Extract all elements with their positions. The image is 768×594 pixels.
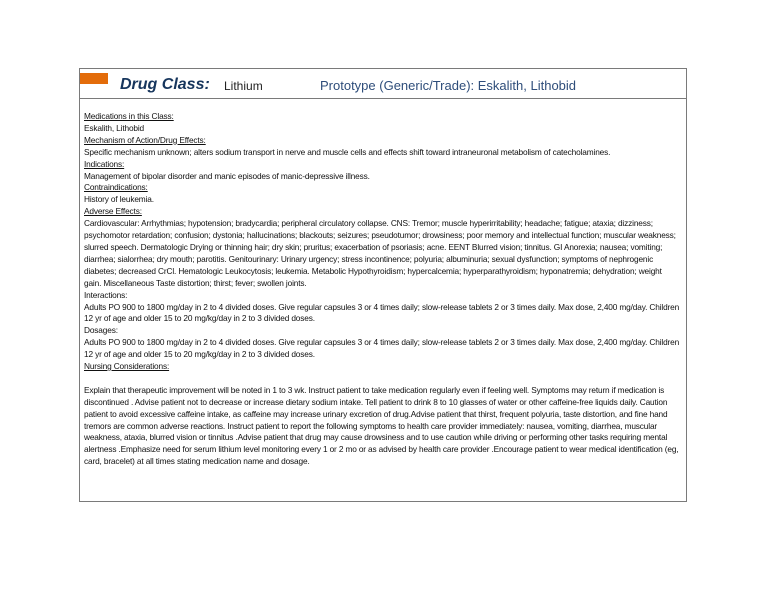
drug-card bbox=[79, 68, 687, 502]
medications-heading: Medications in this Class: bbox=[84, 111, 174, 121]
orange-tab-decoration bbox=[80, 73, 108, 84]
card-body bbox=[84, 111, 680, 468]
nursing-heading: Nursing Considerations: bbox=[84, 361, 170, 372]
medications-text: Eskalith, Lithobid bbox=[84, 122, 145, 133]
interactions-heading: Interactions: bbox=[84, 289, 128, 300]
drug-class-label: Drug Class: bbox=[120, 76, 210, 93]
contraindications-text: History of leukemia. bbox=[84, 194, 154, 205]
nursing-text: Explain that therapeutic improvement will be noted in 1 to 3 wk. Instruct patient to take medication regularly even if feeling well. Symptoms may return if medication is discontinued . Advise patient not to decrease or increase dietary sodium intake. Tell patient to drink 8 to 10 glasses of water or other caffeine-free liquids daily. Caution patient to avoid excessive caffeine intake, as caffeine may increase urinary excretion of drug.Advise patient that thirst, frequent polyuria, taste distortion, and fine hand tremors are common adverse reactions. Instruct patient to report the following symptoms to health care provider immediately: nausea, vomiting, diarrhea, muscular weakness, ataxia, blurred vision or tinnitus .Advise patient that drug may cause drowsiness and to use caution while driving or performing other tasks requiring mental alertness .Emphasize need for serum lithium level monitoring every 1 or 2 mo or as advised by health care provider .Encourage patient to wear medical identification (eg, card, bracelet) at all times stating medication name and dosage. bbox=[84, 384, 679, 467]
indications-heading: Indications: bbox=[84, 158, 125, 169]
interactions-text: Adults PO 900 to 1800 mg/day in 2 to 4 divided doses. Give regular capsules 3 or 4 times daily; slow-release tablets 2 or 3 times daily. Max dose, 2,400 mg/day. Children 12 yr of age and older 15 to 20 mg/kg/day in 2 to 3 divided doses. bbox=[84, 301, 680, 324]
dosages-heading: Dosages: bbox=[84, 325, 118, 336]
spacer bbox=[84, 373, 680, 385]
contraindications-heading: Contraindications: bbox=[84, 182, 148, 193]
drug-class-value: Lithium bbox=[224, 79, 263, 93]
indications-text: Management of bipolar disorder and manic episodes of manic-depressive illness. bbox=[84, 170, 370, 181]
adverse-effects-text: Cardiovascular: Arrhythmias; hypotension; bradycardia; peripheral circulatory collapse. CNS: Tremor; muscle hyperirritability; headache; fatigue; ataxia; dizziness; psychomotor retardation; confusion; dystonia; hallucinations; blackouts; seizures; pseudotumor; drowsiness; poor memory and intellectual function; muscular weakness; slurred speech. Dermatologic Drying or thinning hair; dry skin; pruritus; exacerbation of psoriasis; acne. EENT Blurred vision; tinnitus. GI Anorexia; nausea; vomiting; diarrhea; sialorrhea; dry mouth; parotitis. Genitourinary: Urinary urgency; stress incontinence; polyuria; albuminuria; sexual dysfunction; symptoms of nephrogenic diabetes; decreased CrCl. Hematologic Leukocytosis; leukemia. Metabolic Hypothyroidism; hypercalcemia; hyperparathyroidism; hyponatremia; dehydration; weight gain. Miscellaneous Taste distortion; thirst; fever; swollen joints. bbox=[84, 218, 676, 288]
mechanism-heading: Mechanism of Action/Drug Effects: bbox=[84, 134, 206, 145]
adverse-effects-heading: Adverse Effects: bbox=[84, 206, 142, 217]
card-header bbox=[80, 69, 686, 99]
prototype-line: Prototype (Generic/Trade): Eskalith, Lithobid bbox=[320, 78, 577, 93]
mechanism-text: Specific mechanism unknown; alters sodium transport in nerve and muscle cells and effects shift toward intraneuronal metabolism of catecholamines. bbox=[84, 146, 611, 157]
dosages-text: Adults PO 900 to 1800 mg/day in 2 to 4 divided doses. Give regular capsules 3 or 4 times daily; slow-release tablets 2 or 3 times daily. Max dose, 2,400 mg/day. Children 12 yr of age and older 15 to 20 mg/kg/day in 2 to 3 divided doses. bbox=[84, 337, 680, 360]
